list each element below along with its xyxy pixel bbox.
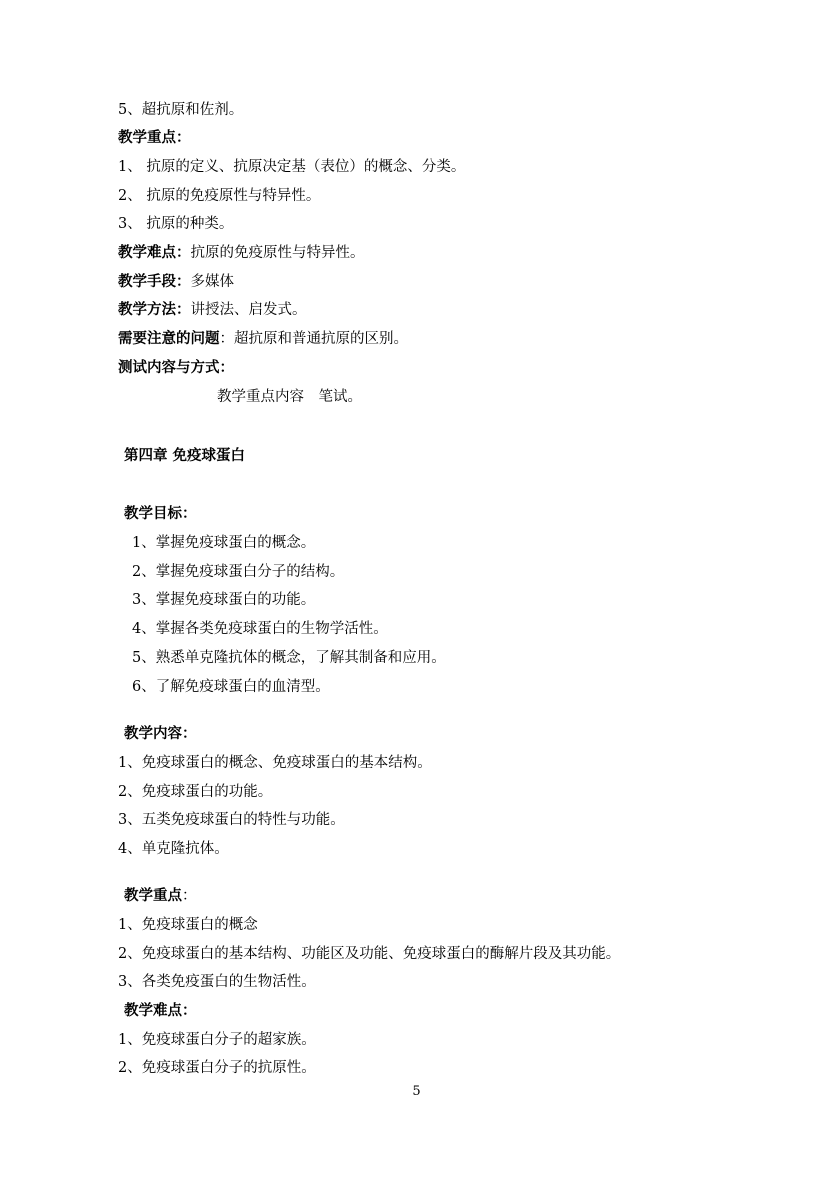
label: 教学难点：: [118, 244, 191, 261]
list-item: 6、了解免疫球蛋白的血清型。: [132, 679, 330, 695]
list-item: 1、掌握免疫球蛋白的概念。: [132, 535, 316, 551]
label: 教学方法：: [118, 301, 191, 318]
value: 抗原的免疫原性与特异性。: [190, 245, 365, 261]
list-item: 4、单克隆抗体。: [118, 841, 229, 857]
label: 需要注意的问题: [118, 330, 220, 347]
means-line: [118, 273, 234, 291]
colon: ：: [182, 888, 197, 904]
label: 教学手段：: [118, 273, 191, 290]
list-item: 5、熟悉单克隆抗体的概念，了解其制备和应用。: [132, 650, 446, 666]
section-heading: 教学重点：: [118, 129, 191, 146]
list-item: 1、 抗原的定义、抗原决定基（表位）的概念、分类。: [118, 159, 466, 175]
list-item: 2、免疫球蛋白分子的抗原性。: [118, 1060, 316, 1076]
list-item: 2、掌握免疫球蛋白分子的结构。: [132, 564, 345, 580]
list-item: 3、掌握免疫球蛋白的功能。: [132, 592, 316, 608]
value: ：超抗原和普通抗原的区别。: [219, 331, 408, 347]
notice-line: [118, 330, 408, 348]
list-item: 2、 抗原的免疫原性与特异性。: [118, 188, 321, 204]
list-item: 1、免疫球蛋白的概念、免疫球蛋白的基本结构。: [118, 755, 432, 771]
methods-line: [118, 301, 307, 319]
difficulty-line: [118, 244, 365, 262]
list-item: 5、超抗原和佐剂。: [118, 102, 244, 118]
list-item: 3、各类免疫蛋白的生物活性。: [118, 974, 316, 990]
section-heading: 教学内容：: [124, 725, 197, 742]
chapter-title: 第四章 免疫球蛋白: [124, 447, 246, 464]
section-heading: 教学难点：: [124, 1002, 197, 1019]
list-item: 2、免疫球蛋白的功能。: [118, 784, 273, 800]
value: 多媒体: [190, 274, 234, 290]
list-item: 3、 抗原的种类。: [118, 216, 234, 232]
list-item: 1、免疫球蛋白分子的超家族。: [118, 1032, 316, 1048]
label: 教学重点: [124, 887, 182, 904]
section-heading: 教学目标：: [124, 505, 197, 522]
page-number: 5: [412, 1084, 421, 1099]
value: 讲授法、启发式。: [190, 302, 307, 318]
section-heading: 测试内容与方式：: [118, 359, 234, 376]
list-item: 1、免疫球蛋白的概念: [118, 917, 258, 933]
list-item: 3、五类免疫球蛋白的特性与功能。: [118, 812, 345, 828]
section-heading: [124, 887, 197, 905]
test-text: 教学重点内容 笔试。: [217, 389, 362, 405]
list-item: 2、免疫球蛋白的基本结构、功能区及功能、免疫球蛋白的酶解片段及其功能。: [118, 946, 621, 962]
list-item: 4、掌握各类免疫球蛋白的生物学活性。: [132, 621, 388, 637]
